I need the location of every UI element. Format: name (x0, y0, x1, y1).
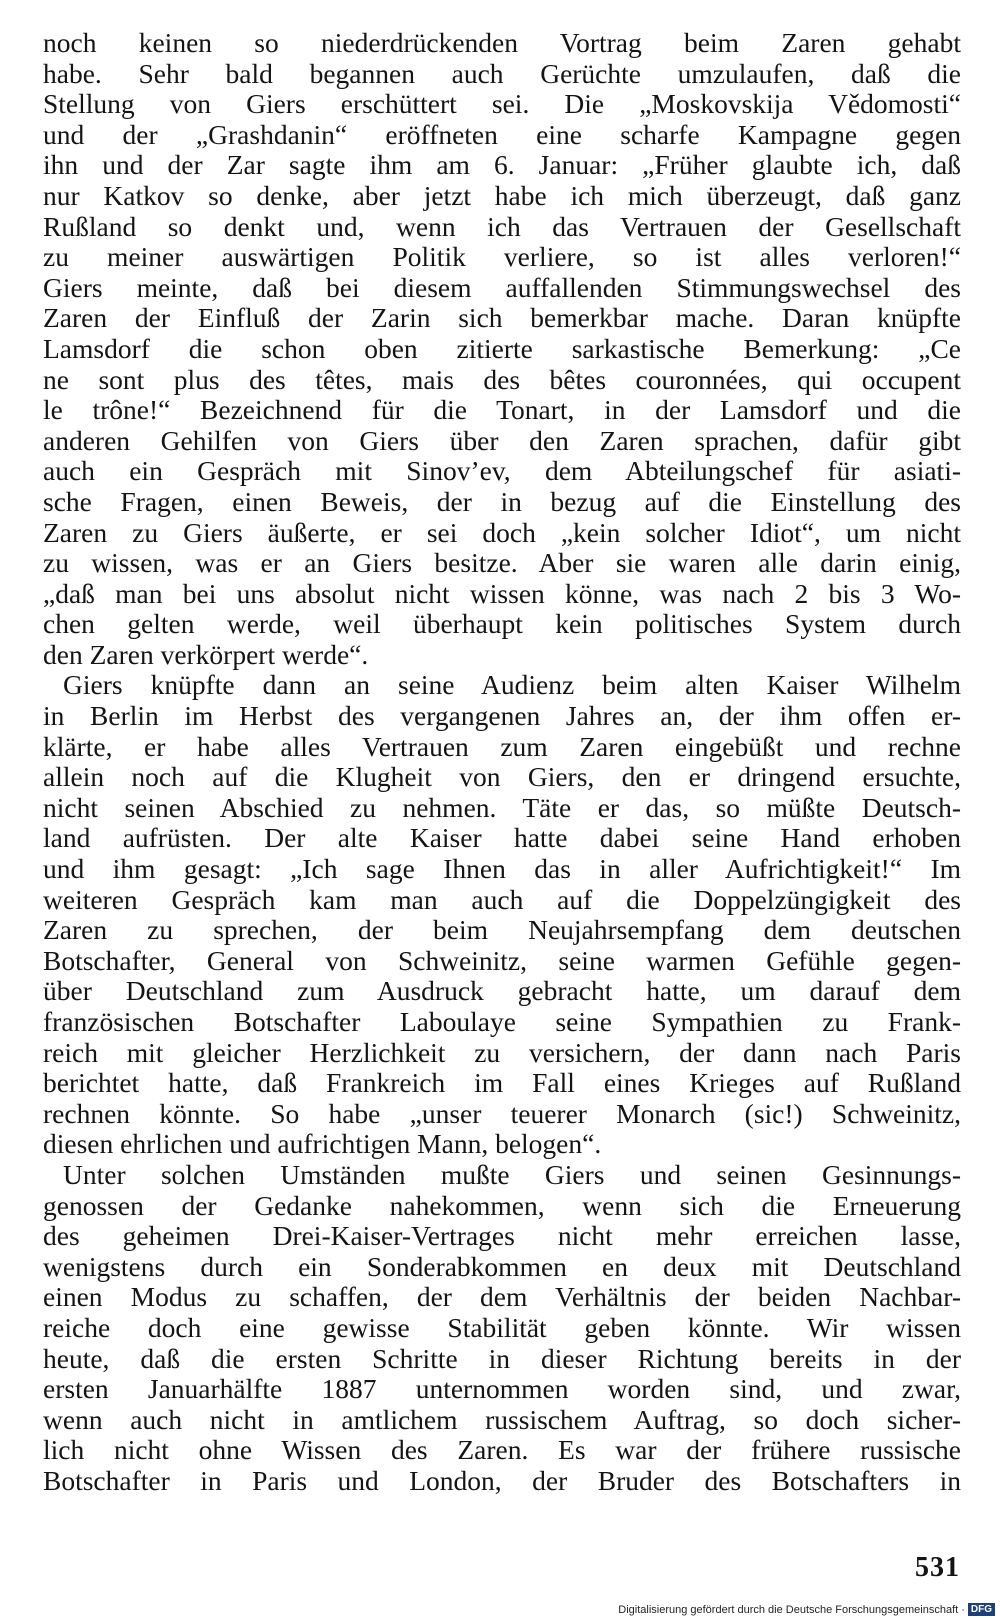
text-line: allein noch auf die Klugheit von Giers, den er dringend ersuchte, (43, 761, 961, 793)
text-line: Stellung von Giers erschüttert sei. Die „Moskovskija Vědomosti“ (43, 88, 961, 120)
text-line: rechnen könnte. So habe „unser teuerer Monarch (sic!) Schweinitz, (43, 1097, 961, 1129)
text-line: Zaren der Einfluß der Zarin sich bemerkbar mache. Daran knüpfte (43, 302, 961, 334)
text-line: berichtet hatte, daß Frankreich im Fall eines Krieges auf Rußland (43, 1067, 961, 1099)
text-line: wenigstens durch ein Sonderabkommen en deux mit Deutschland (43, 1250, 961, 1282)
page-body (43, 28, 961, 1497)
text-line: wenn auch nicht in amtlichem russischem Auftrag, so doch sicher- (43, 1403, 961, 1435)
text-line: ne sont plus des têtes, mais des bêtes couronnées, qui occupent (43, 363, 961, 395)
text-line: Giers meinte, daß bei diesem auffallenden Stimmungswechsel des (43, 271, 961, 303)
text-line: genossen der Gedanke nahekommen, wenn sich die Erneuerung (43, 1189, 961, 1221)
text-line: lich nicht ohne Wissen des Zaren. Es war der frühere russische (43, 1434, 961, 1466)
text-line: einen Modus zu schaffen, der dem Verhältnis der beiden Nachbar- (43, 1281, 961, 1313)
text-line: anderen Gehilfen von Giers über den Zaren sprachen, dafür gibt (43, 424, 961, 456)
text-line: französischen Botschafter Laboulaye seine Sympathien zu Frank- (43, 1006, 961, 1037)
dfg-logo: DFG (968, 1603, 995, 1616)
text-line: noch keinen so niederdrückenden Vortrag beim Zaren gehabt (43, 27, 961, 58)
text-line: Rußland so denkt und, wenn ich das Vertrauen der Gesellschaft (43, 210, 961, 242)
text-line: nur Katkov so denke, aber jetzt habe ich mich überzeugt, daß ganz (43, 179, 961, 211)
text-line: zu meiner auswärtigen Politik verliere, so ist alles verloren!“ (43, 241, 961, 273)
text-line: Botschafter in Paris und London, der Bruder des Botschafters in (43, 1464, 961, 1496)
page-number: 531 (915, 1552, 960, 1583)
text-line: Zaren zu Giers äußerte, er sei doch „kein solcher Idiot“, um nicht (43, 516, 961, 548)
text-line: „daß man bei uns absolut nicht wissen könne, was nach 2 bis 3 Wo- (43, 577, 961, 609)
text-line: in Berlin im Herbst des vergangenen Jahres an, der ihm offen er- (43, 700, 961, 732)
text-line: Zaren zu sprechen, der beim Neujahrsempfang dem deutschen (43, 914, 961, 946)
footer-note-text: Digitalisierung gefördert durch die Deutsche Forschungsgemeinschaft (618, 1603, 959, 1616)
text-line: ersten Januarhälfte 1887 unternommen worden sind, und zwar, (43, 1373, 961, 1405)
text-line: le trône!“ Bezeichnend für die Tonart, in der Lamsdorf und die (43, 394, 961, 426)
text-line: reich mit gleicher Herzlichkeit zu versichern, der dann nach Paris (43, 1036, 961, 1068)
text-line: sche Fragen, einen Beweis, der in bezug auf die Einstellung des (43, 485, 961, 517)
text-line: klärte, er habe alles Vertrauen zum Zaren eingebüßt und rechne (43, 730, 961, 762)
text-line: reiche doch eine gewisse Stabilität geben könnte. Wir wissen (43, 1311, 961, 1343)
text-line: ihn und der Zar sagte ihm am 6. Januar: „Früher glaubte ich, daß (43, 149, 961, 181)
text-line: Lamsdorf die schon oben zitierte sarkastische Bemerkung: „Ce (43, 332, 961, 364)
text-line: nicht seinen Abschied zu nehmen. Täte er das, so müßte Deutsch- (43, 791, 961, 823)
digitization-footer (618, 1603, 995, 1616)
text-line: Botschafter, General von Schweinitz, seine warmen Gefühle gegen- (43, 944, 961, 976)
text-line: des geheimen Drei-Kaiser-Vertrages nicht mehr erreichen lasse, (43, 1220, 961, 1252)
text-line: zu wissen, was er an Giers besitze. Aber sie waren alle darin einig, (43, 547, 961, 579)
text-line: chen gelten werde, weil überhaupt kein politisches System durch (43, 608, 961, 640)
text-line: habe. Sehr bald begannen auch Gerüchte umzulaufen, daß die (43, 57, 961, 89)
footer-separator: · (961, 1603, 965, 1616)
text-line: heute, daß die ersten Schritte in dieser Richtung bereits in der (43, 1342, 961, 1374)
text-line: auch ein Gespräch mit Sinov’ev, dem Abteilungschef für asiati- (43, 455, 961, 487)
text-line: weiteren Gespräch kam man auch auf die Doppelzüngigkeit des (43, 883, 961, 915)
text-line: und ihm gesagt: „Ich sage Ihnen das in aller Aufrichtigkeit!“ Im (43, 853, 961, 885)
text-line: land aufrüsten. Der alte Kaiser hatte dabei seine Hand erhoben (43, 822, 961, 854)
text-line: den Zaren verkörpert werde“. (43, 638, 369, 670)
text-line: Giers knüpfte dann an seine Audienz beim alten Kaiser Wilhelm (63, 669, 961, 701)
text-line: Unter solchen Umständen mußte Giers und seinen Gesinnungs- (63, 1158, 961, 1190)
text-line: und der „Grashdanin“ eröffneten eine scharfe Kampagne gegen (43, 118, 961, 150)
text-line: über Deutschland zum Ausdruck gebracht hatte, um darauf dem (43, 975, 961, 1007)
text-line: diesen ehrlichen und aufrichtigen Mann, belogen“. (43, 1128, 602, 1160)
